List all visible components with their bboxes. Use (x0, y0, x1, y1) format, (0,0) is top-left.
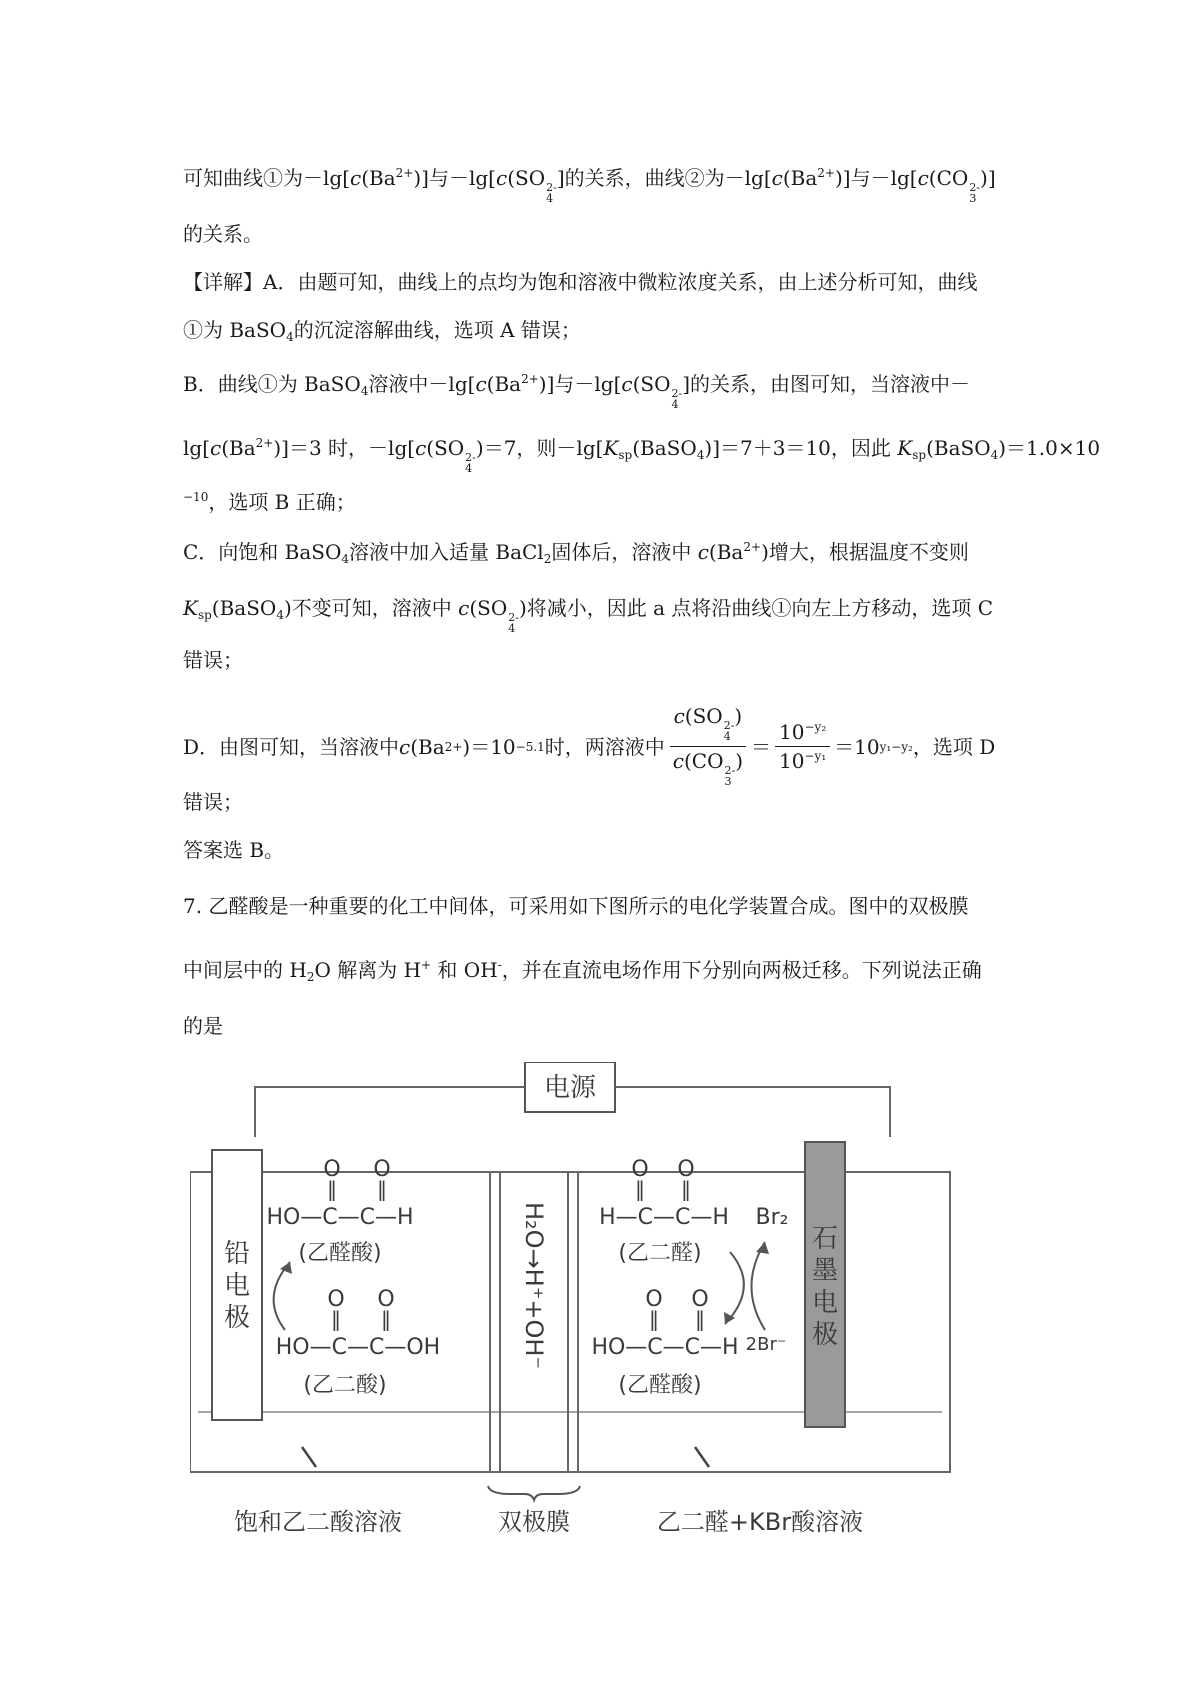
sulfate-ion-script: 2- 4 (546, 181, 557, 205)
graphite-electrode-char-4: 极 (811, 1320, 839, 1350)
detail-c-line-2: $K_{sp}(BaSO_4)$不变可知，溶液中 c(SO 2- 4 )将减小，因此 a 点将沿曲线①向左上方移动，选项 C (183, 596, 994, 635)
right-top-oxygen-1: O (631, 1157, 649, 1182)
electrochemical-cell-diagram (190, 1062, 965, 1542)
question-7-line-3: 的是 (183, 1014, 223, 1038)
answer-line: 答案选 B。 (183, 838, 285, 862)
power-source-label: 电源 (543, 1073, 597, 1103)
detail-b-line-1: B．曲线①为 BaSO$_4$溶液中$-\lg[c(Ba^{2+})]$与－lg[c(SO 2- 4 ]的关系，由图可知，当溶液中－ (183, 372, 971, 411)
left-bottom-oxygen-2: O (377, 1287, 395, 1312)
membrane-label: 双极膜 (498, 1508, 570, 1536)
carbonate-ion-script: 2- 3 (969, 181, 981, 205)
left-top-formula: HO—C—C—H (266, 1205, 414, 1230)
detail-a-line-2: ①为 BaSO$_4$的沉淀溶解曲线，选项 A 错误； (183, 318, 581, 344)
right-top-name: (乙二醛) (618, 1241, 702, 1266)
left-bottom-oxygen-1: O (327, 1287, 345, 1312)
right-top-double-bond-1: ‖ (635, 1177, 645, 1201)
left-top-oxygen-2: O (373, 1157, 391, 1182)
left-solution-pointer (302, 1447, 316, 1467)
left-top-name: (乙醛酸) (298, 1241, 382, 1266)
detail-c-line-3: 错误； (183, 648, 243, 672)
left-top-oxygen-1: O (323, 1157, 341, 1182)
right-bottom-formula: HO—C—C—H (591, 1335, 739, 1360)
bromide-label: 2Br⁻ (745, 1334, 787, 1355)
lead-electrode-char-3: 极 (223, 1303, 251, 1333)
graphite-electrode-char-3: 电 (811, 1288, 839, 1318)
graphite-electrode-char-1: 石 (811, 1224, 839, 1254)
left-top-double-bond-2: ‖ (377, 1177, 387, 1201)
detail-d-line-1: D．由图可知，当溶液中 c (Ba 2+ ) ＝10 −5.1 时，两溶液中 c(SO 2- 4 ) c(CO 2- 3 ) ＝ $\frac{10^{-y_2}}{10^{-y_1}}$ ＝10 y₁−y₂ ，选项 D (183, 704, 996, 788)
right-oxidation-arrow (725, 1252, 744, 1324)
membrane-reaction: H₂O→H⁺+OH⁻ (520, 1202, 548, 1370)
lead-electrode-char-1: 铅 (223, 1239, 251, 1269)
left-solution-label: 饱和乙二酸溶液 (234, 1508, 402, 1536)
question-7-line-1: 7. 乙醛酸是一种重要的化工中间体，可采用如下图所示的电化学装置合成。图中的双极膜 (183, 894, 969, 918)
cell-svg (190, 1062, 965, 1542)
bromide-arrow-head (756, 1242, 769, 1254)
left-bottom-double-bond-2: ‖ (381, 1307, 391, 1331)
left-wire (255, 1087, 525, 1137)
right-top-formula: H—C—C—H (599, 1205, 729, 1230)
detail-b-line-2: $\lg[c(Ba^{2+})]=3$ 时，－lg[c(SO 2- 4 )＝7，则$-\lg[K_{sp}(BaSO_4)]=7+3=10$，因此 $K_{sp}(BaSO_4)=1.0\times 10$ (183, 436, 1101, 475)
right-bottom-name: (乙醛酸) (618, 1373, 702, 1398)
sulfate-ion-script: 2- 4 (465, 451, 476, 475)
right-wire (615, 1087, 890, 1137)
question-7-line-2: 中间层中的 $H_2O$ 解离为 H+ 和 OH-，并在直流电场作用下分别向两极迁移。下列说法正确 (183, 958, 982, 984)
right-top-double-bond-2: ‖ (681, 1177, 691, 1201)
bromine-label: Br₂ (755, 1205, 789, 1230)
graphite-electrode-char-2: 墨 (811, 1256, 839, 1286)
detail-c-line-1: C．向饱和 BaSO$_4$溶液中加入适量 BaCl$_2$固体后，溶液中 $c(Ba^{2+})$增大，根据温度不变则 (183, 540, 969, 566)
sulfate-ion-script: 2- 4 (508, 611, 519, 635)
right-solution-pointer (695, 1447, 709, 1467)
right-solution-label: 乙二醛+KBr酸溶液 (656, 1508, 864, 1536)
membrane-brace (488, 1486, 580, 1500)
detail-d-line-2: 错误； (183, 790, 243, 814)
left-bottom-name: (乙二酸) (303, 1373, 387, 1398)
left-reduction-arrow (274, 1262, 290, 1330)
analysis-line-1: 可知曲线①为$-\lg[c(Ba^{2+})]$与－lg[c(SO 2- 4 ]的关系，曲线②为$-\lg[c(Ba^{2+})]$与－lg[c(CO 2- 3 )] (183, 166, 996, 205)
right-top-oxygen-2: O (677, 1157, 695, 1182)
analysis-line-2: 的关系。 (183, 222, 263, 246)
left-bottom-formula: HO—C—C—OH (275, 1335, 441, 1360)
left-top-double-bond-1: ‖ (327, 1177, 337, 1201)
detail-b-line-3: $^{-10}$，选项 B 正确； (183, 490, 356, 514)
bromide-regeneration-arrow (752, 1242, 766, 1330)
right-bottom-oxygen-1: O (645, 1287, 663, 1312)
right-bottom-double-bond-1: ‖ (649, 1307, 659, 1331)
concentration-ratio-fraction: c(SO 2- 4 ) c(CO 2- 3 ) (669, 706, 747, 787)
right-bottom-oxygen-2: O (691, 1287, 709, 1312)
sulfate-ion-script: 2- 4 (671, 387, 683, 411)
lead-electrode-char-2: 电 (223, 1271, 251, 1301)
left-bottom-double-bond-1: ‖ (331, 1307, 341, 1331)
right-bottom-double-bond-2: ‖ (695, 1307, 705, 1331)
detail-a-line-1: 【详解】A．由题可知，曲线上的点均为饱和溶液中微粒浓度关系，由上述分析可知，曲线 (183, 270, 978, 294)
power-ratio-fraction: $\frac{10^{-y_2}}{10^{-y_1}}$ (775, 722, 830, 771)
